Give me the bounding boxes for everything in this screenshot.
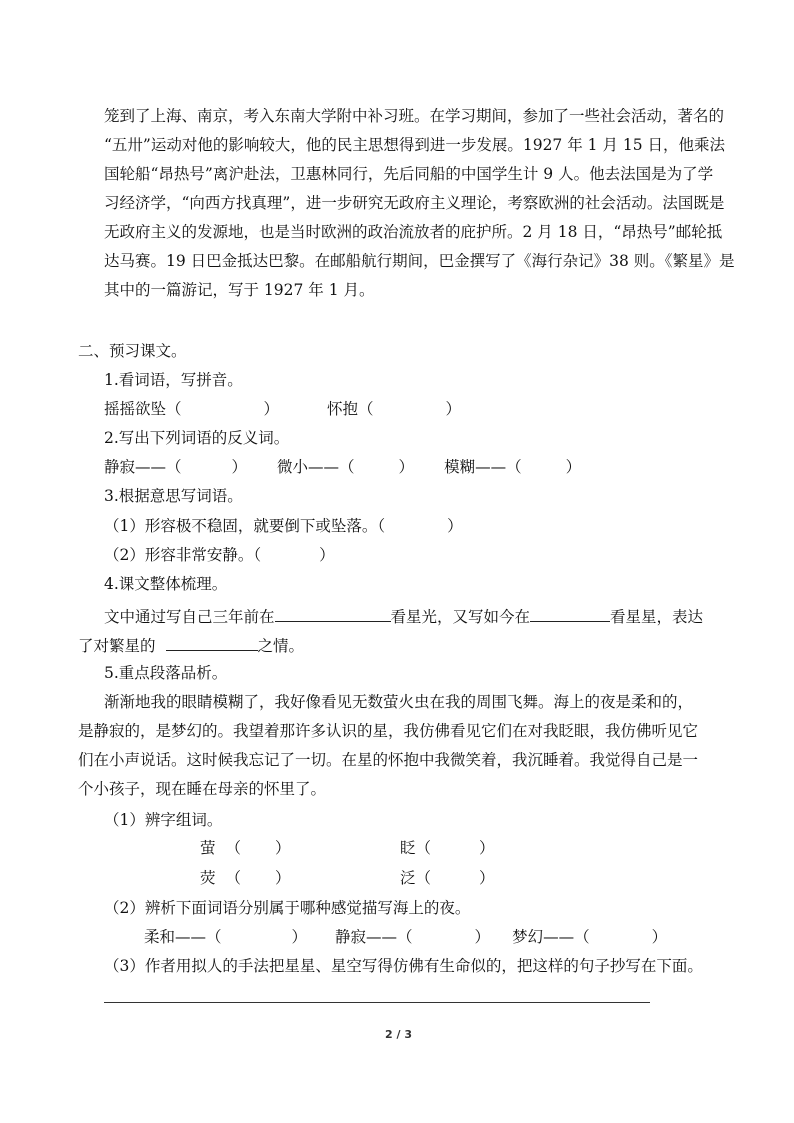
q5-sub1-char-1 xyxy=(200,838,291,858)
q3-title: 3.根据意思写词语。 xyxy=(104,487,243,505)
q5-sub3-title: （3）作者用拟人的手法把星星、星空写得仿佛有生命似的，把这样的句子抄写在下面。 xyxy=(104,957,703,975)
answer-line[interactable] xyxy=(104,1002,650,1003)
paren-close: ） xyxy=(275,869,291,887)
intro-line-5: 无政府主义的发源地，也是当时欧洲的政治流放者的庇护所。2 月 18 日，“昂热号”邮轮抵 xyxy=(104,223,723,241)
q4-blank-2[interactable] xyxy=(530,605,610,622)
paren-close: ） xyxy=(479,839,495,857)
intro-line-2: “五卅”运动对他的影响较大，他的民主思想得到进一步发展。1927 年 1 月 15 日，他乘法 xyxy=(104,136,726,154)
q1-word-1: 摇摇欲坠（ xyxy=(104,400,182,418)
char-ying: 萤 xyxy=(200,839,216,857)
intro-line-4: 习经济学，“向西方找真理”，进一步研究无政府主义理论，考察欧洲的社会活动。法国既是 xyxy=(104,194,725,212)
paren-open: （ xyxy=(415,869,432,887)
intro-line-7: 其中的一篇游记，写于 1927 年 1 月。 xyxy=(104,281,375,299)
char-zha: 眨 xyxy=(400,839,416,857)
q5-sub1-char-2 xyxy=(400,838,495,858)
q5-sub1-title: （1）辨字组词。 xyxy=(104,811,223,829)
q1-word-2: 怀抱（ xyxy=(327,400,374,418)
char-fan: 泛 xyxy=(400,869,416,887)
q2-word-a: 静寂——（ xyxy=(104,458,182,476)
paren-close: ） xyxy=(275,839,291,857)
intro-line-3: 国轮船“昂热号”离沪赴法，卫惠林同行，先后同船的中国学生计 9 人。他去法国是为了学 xyxy=(104,165,714,183)
q4-blank-3[interactable] xyxy=(166,634,258,651)
q2-word-c: 模糊——（ xyxy=(444,458,522,476)
paren-open: （ xyxy=(415,839,432,857)
q5-sub1-char-3 xyxy=(200,868,291,888)
q4-title: 4.课文整体梳理。 xyxy=(104,575,228,593)
q2-items xyxy=(104,457,581,477)
char-ying2: 荧 xyxy=(200,869,216,887)
paren-close: ） xyxy=(479,869,495,887)
paren-open: （ xyxy=(225,869,242,887)
q3-item-1-close: ） xyxy=(447,517,463,535)
intro-line-6: 达马赛。19 日巴金抵达巴黎。在邮船航行期间，巴金撰写了《海行杂记》38 则。《繁星》是 xyxy=(104,252,735,270)
q4-text-1: 文中通过写自己三年前在 xyxy=(104,608,275,626)
q4-text-3: 看星星，表达 xyxy=(610,608,704,626)
q1-items xyxy=(104,399,461,419)
q2-word-a-close: ） xyxy=(231,458,248,476)
q5-sub2-word-a-close: ） xyxy=(291,928,308,946)
q3-item-1 xyxy=(104,516,463,536)
q5-sub2-word-a: 柔和——（ xyxy=(144,928,222,946)
q2-word-c-close: ） xyxy=(565,458,582,476)
q1-word-1-close: ） xyxy=(263,400,280,418)
q2-word-b-close: ） xyxy=(398,458,415,476)
q4-sentence-line-2 xyxy=(78,634,304,656)
q5-passage-line-2: 是静寂的，是梦幻的。我望着那许多认识的星，我仿佛看见它们在对我眨眼，我仿佛听见它 xyxy=(78,722,699,740)
q4-sentence-line-1 xyxy=(104,605,703,627)
q5-sub2-word-c-close: ） xyxy=(651,928,668,946)
q2-title: 2.写出下列词语的反义词。 xyxy=(104,429,290,447)
intro-line-1: 笼到了上海、南京，考入东南大学附中补习班。在学习期间，参加了一些社会活动，著名的 xyxy=(104,107,725,125)
q5-sub2-items xyxy=(144,927,667,947)
page-number: 2 / 3 xyxy=(385,1028,412,1041)
q5-sub2-word-b-close: ） xyxy=(474,928,491,946)
q5-sub1-char-4 xyxy=(400,868,495,888)
section-heading: 二、预习课文。 xyxy=(78,342,187,360)
q2-word-b: 微小——（ xyxy=(277,458,355,476)
q4-text-2: 看星光，又写如今在 xyxy=(390,608,531,626)
q4-text-5: 之情。 xyxy=(257,637,305,655)
paren-open: （ xyxy=(225,839,242,857)
q4-text-4: 了对繁星的 xyxy=(78,637,156,655)
q5-title: 5.重点段落品析。 xyxy=(104,664,228,682)
q5-sub2-word-b: 静寂——（ xyxy=(335,928,413,946)
q5-passage-line-4: 个小孩子，现在睡在母亲的怀里了。 xyxy=(78,780,327,798)
q3-item-2-text: （2）形容非常安静。（ xyxy=(104,546,262,564)
q3-item-2-close: ） xyxy=(319,546,335,564)
q1-word-2-close: ） xyxy=(445,400,462,418)
q5-sub2-word-c: 梦幻——（ xyxy=(512,928,590,946)
q5-sub2-title: （2）辨析下面词语分别属于哪种感觉描写海上的夜。 xyxy=(104,899,471,917)
q1-title: 1.看词语，写拼音。 xyxy=(104,371,243,389)
q5-passage-line-3: 们在小声说话。这时候我忘记了一切。在星的怀抱中我微笑着，我沉睡着。我觉得自己是一 xyxy=(78,751,699,769)
q3-item-1-text: （1）形容极不稳固，就要倒下或坠落。（ xyxy=(104,517,386,535)
q5-passage-line-1: 渐渐地我的眼睛模糊了，我好像看见无数萤火虫在我的周围飞舞。海上的夜是柔和的， xyxy=(104,693,694,711)
q4-blank-1[interactable] xyxy=(275,605,391,622)
q3-item-2 xyxy=(104,545,335,565)
